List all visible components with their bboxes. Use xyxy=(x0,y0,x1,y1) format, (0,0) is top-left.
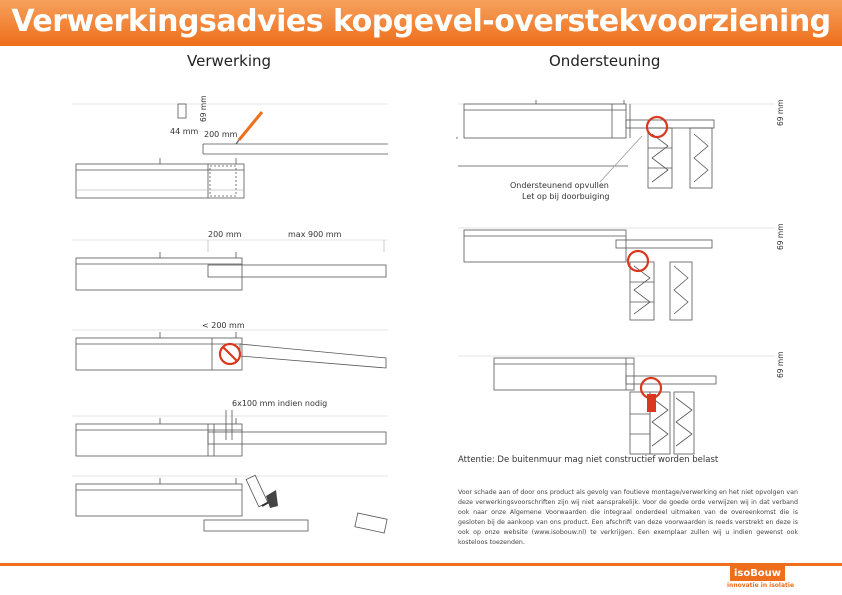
section-title-support: Ondersteuning xyxy=(549,52,661,70)
dim-69-label-r2: 69 mm xyxy=(776,223,785,250)
dim-200-label-b: 200 mm xyxy=(208,230,242,239)
dim-69-label-a: 69 mm xyxy=(199,95,208,122)
max-900-label: max 900 mm xyxy=(288,230,342,239)
lt-200-label: < 200 mm xyxy=(202,321,245,330)
screws-label: 6x100 mm indien nodig xyxy=(232,399,328,408)
deflection-label: Let op bij doorbuiging xyxy=(522,192,610,201)
logo-tagline: innovatie in isolatie xyxy=(727,582,795,589)
dim-69-label-r3: 69 mm xyxy=(776,351,785,378)
page-title: Verwerkingsadvies kopgevel-overstekvoorziening xyxy=(11,4,831,39)
disclaimer-text: Voor schade aan of door ons product als gevolg van foutieve montage/verwerking en het niet opvolgen van deze verwerkingsvoorschriften zijn wij niet aansprakelijk. Voor de goede orde verwijzen wij in dat verband ook naar onze Algemene Voorwaarden die integraal onderdeel uitmaken van de overeenkomst die is gesloten bij de aankoop van ons product. Een afschrift van deze voorwaarden is reeds verstrekt en deze is ook op onze website (www.isobouw.nl) te verkrijgen. Een exemplaar zullen wij u indien gewenst ook kosteloos toezenden. xyxy=(458,489,798,546)
support-fill-label: Ondersteunend opvullen xyxy=(510,181,609,190)
dim-44-label: 44 mm xyxy=(170,127,199,136)
footer-line xyxy=(0,563,842,566)
isobouw-logo: isoBouw xyxy=(730,566,785,581)
dim-69-label-r1: 69 mm xyxy=(776,99,785,126)
section-title-processing: Verwerking xyxy=(187,52,272,70)
dim-200-label-a: 200 mm xyxy=(204,130,238,139)
attention-note: Attentie: De buitenmuur mag niet constructief worden belast xyxy=(458,455,719,465)
